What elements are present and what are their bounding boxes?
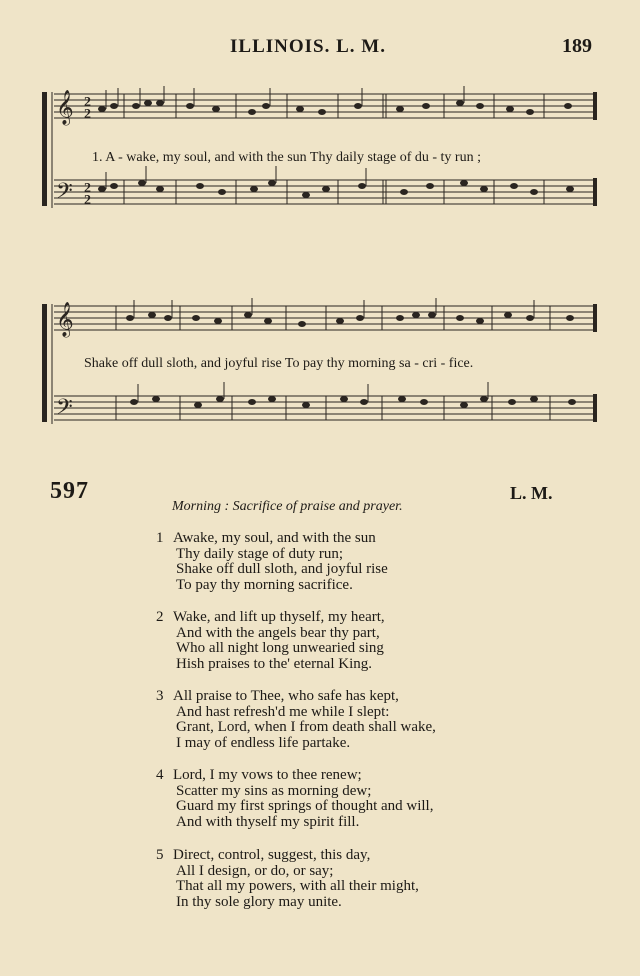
svg-text:2: 2 bbox=[84, 193, 91, 208]
stanza-line: Wake, and lift up thyself, my heart, bbox=[173, 609, 385, 625]
stanza-line: And with thyself my spirit fill. bbox=[176, 814, 360, 831]
svg-text:𝄢: 𝄢 bbox=[56, 179, 73, 209]
svg-text:2: 2 bbox=[84, 95, 91, 110]
svg-text:𝄞: 𝄞 bbox=[56, 302, 74, 337]
stanza-number: 4 bbox=[156, 767, 164, 783]
stanza-line: Who all night long unwearied sing bbox=[176, 640, 384, 657]
stanza-line: And hast refresh'd me while I slept: bbox=[176, 703, 390, 720]
stanza-line: I may of endless life partake. bbox=[176, 735, 351, 752]
stanza-number: 3 bbox=[156, 688, 164, 704]
lyrics-line-2: Shake off dull sloth, and joyful rise To pay thy morning sa - cri - fice. bbox=[84, 356, 474, 371]
stanza-line: Awake, my soul, and with the sun bbox=[173, 530, 376, 546]
stanza-line: Guard my first springs of thought and will, bbox=[176, 798, 434, 815]
svg-text:𝄞: 𝄞 bbox=[56, 90, 74, 125]
stanza-line: That all my powers, with all their might, bbox=[176, 878, 419, 895]
stanza-4 bbox=[156, 768, 433, 831]
stanza-line: Shake off dull sloth, and joyful rise bbox=[176, 561, 388, 578]
hymn-meter: L. M. bbox=[510, 483, 553, 503]
stanza-3 bbox=[156, 689, 436, 752]
stanza-line: Thy daily stage of duty run; bbox=[176, 545, 344, 562]
svg-text:2: 2 bbox=[84, 107, 91, 122]
stanza-number: 2 bbox=[156, 609, 164, 625]
stanza-line: In thy sole glory may unite. bbox=[176, 894, 342, 911]
svg-text:𝄢: 𝄢 bbox=[56, 395, 73, 425]
stanza-line: Scatter my sins as morning dew; bbox=[176, 782, 372, 799]
hymn-number: 597 bbox=[50, 478, 89, 504]
page-number: 189 bbox=[562, 35, 592, 57]
tune-title: ILLINOIS. L. M. bbox=[230, 36, 386, 57]
music-system-2 bbox=[40, 296, 602, 444]
stanza-2 bbox=[156, 610, 385, 673]
stanza-line: Direct, control, suggest, this day, bbox=[173, 847, 371, 863]
stanza-5 bbox=[156, 848, 419, 911]
stanza-line: To pay thy morning sacrifice. bbox=[176, 577, 353, 594]
music-system-1 bbox=[40, 84, 602, 234]
stanza-line: And with the angels bear thy part, bbox=[176, 624, 380, 641]
stanza-number: 5 bbox=[156, 847, 164, 863]
svg-text:2: 2 bbox=[84, 181, 91, 196]
lyrics-line-1: 1. A - wake, my soul, and with the sun Thy daily stage of du - ty run ; bbox=[92, 150, 481, 165]
stanza-line: All I design, or do, or say; bbox=[176, 862, 334, 879]
hymn-subtitle: Morning : Sacrifice of praise and prayer. bbox=[172, 499, 403, 514]
stanza-line: All praise to Thee, who safe has kept, bbox=[173, 688, 399, 704]
stanza-1 bbox=[156, 531, 388, 594]
stanza-line: Hish praises to the' eternal King. bbox=[176, 656, 372, 673]
stanza-line: Grant, Lord, when I from death shall wake, bbox=[176, 719, 436, 736]
stanza-line: Lord, I my vows to thee renew; bbox=[173, 767, 362, 783]
stanza-number: 1 bbox=[156, 530, 164, 546]
